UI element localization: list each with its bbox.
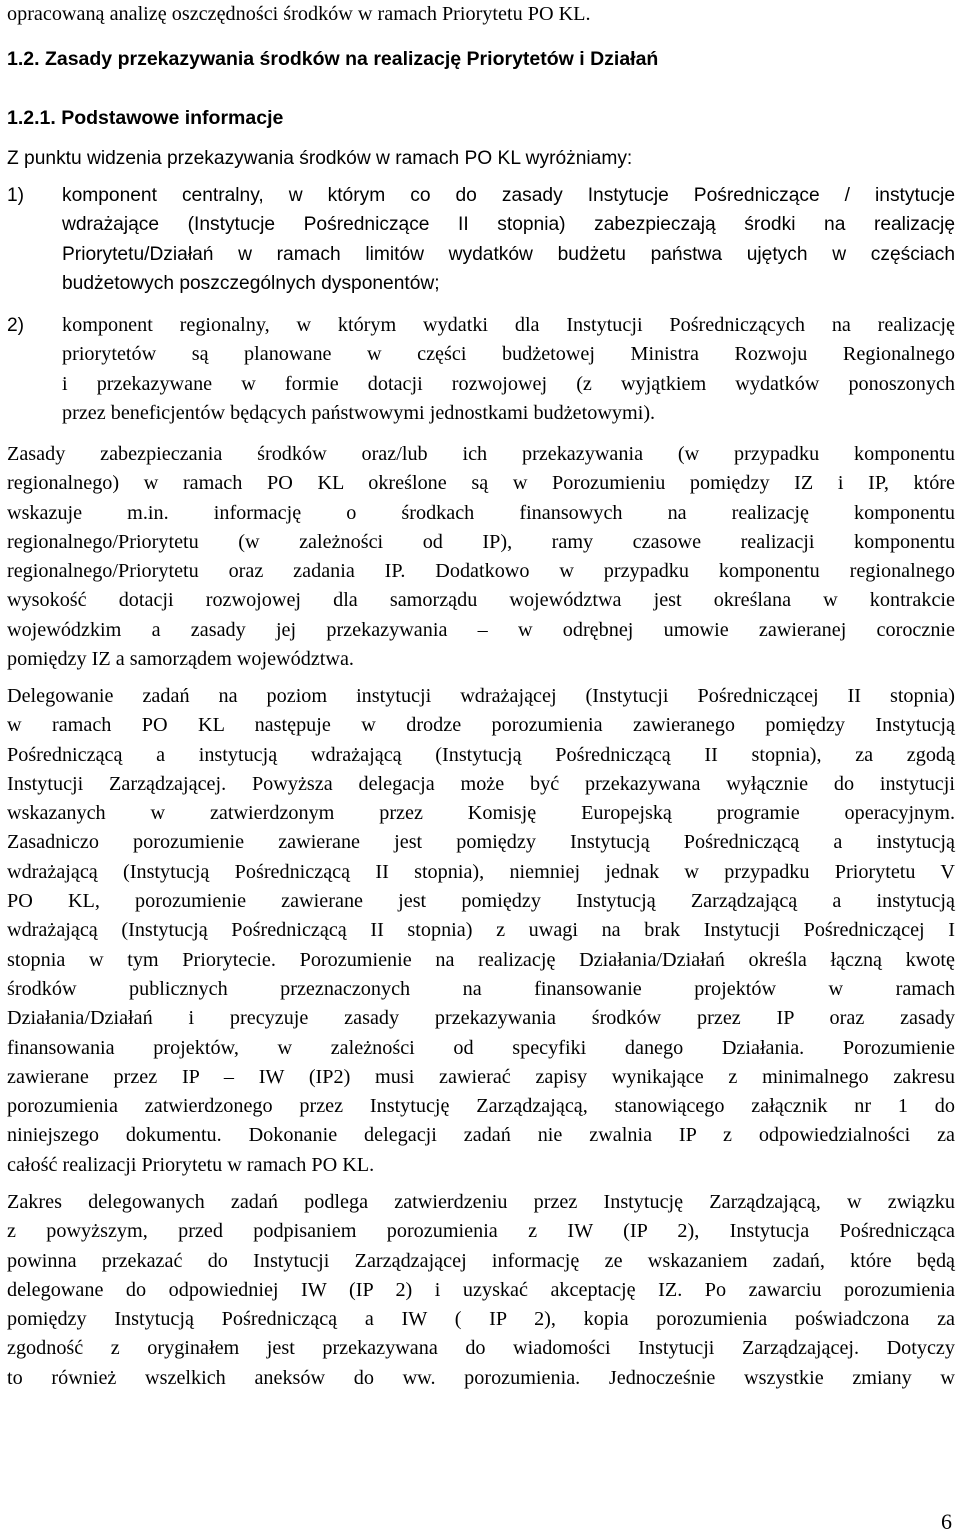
paragraph-line: zawierane przez IP – IW (IP2) musi zawierać zapisy wynikające z minimalnego zakresu: [7, 1065, 955, 1088]
paragraph-line: stopnia w tym Priorytecie. Porozumienie na realizację Działania/Działań określa łączną kwotę: [7, 948, 955, 971]
paragraph-line: Pośredniczącą a instytucją wdrażającą (Instytucją Pośredniczącą II stopnia), za zgodą: [7, 743, 955, 766]
paragraph-line: wysokość dotacji rozwojowej dla samorządu województwa jest określana w kontrakcie: [7, 589, 955, 612]
list-item-line: przez beneficjentów będących państwowymi jednostkami budżetowymi).: [62, 401, 656, 424]
paragraph-line: Instytucji Zarządzającej. Powyższa delegacja może być przekazywana wyłącznie do instytucji: [7, 772, 955, 795]
intro-line: opracowaną analizę oszczędności środków w ramach Priorytetu PO KL.: [7, 3, 591, 25]
paragraph-line: PO KL, porozumienie zawierane jest pomiędzy Instytucją Zarządzającą a instytucją: [7, 890, 955, 913]
list-item-line: Priorytetu/Działań w ramach limitów wydatków budżetu państwa ujętych w częściach: [62, 243, 955, 265]
paragraph-line: regionalnego) w ramach PO KL określone są w Porozumieniu pomiędzy IZ i IP, które: [7, 472, 955, 495]
section-heading-1-2: 1.2. Zasady przekazywania środków na realizację Priorytetów i Działań: [7, 48, 659, 70]
section-heading-1-2-1: 1.2.1. Podstawowe informacje: [7, 107, 284, 129]
paragraph-3: [7, 1188, 955, 1393]
list-item-line: i przekazywane w formie dotacji rozwojowej (z wyjątkiem wydatków ponoszonych: [62, 372, 955, 395]
paragraph-line: to również wszelkich aneksów do ww. porozumienia. Jednocześnie wszystkie zmiany w: [7, 1366, 955, 1389]
lead-sentence: Z punktu widzenia przekazywania środków w ramach PO KL wyróżniamy:: [7, 148, 633, 169]
paragraph-line: z powyższym, przed podpisaniem porozumienia z IW (IP 2), Instytucja Pośrednicząca: [7, 1220, 955, 1243]
paragraph-line: pomiędzy Instytucją Pośredniczącą a IW ( IP 2), kopia porozumienia poświadczona za: [7, 1308, 955, 1331]
paragraph-line: Delegowanie zadań na poziom instytucji wdrażającej (Instytucji Pośredniczącej II stopnia): [7, 685, 955, 707]
list-item-line: komponent regionalny, w którym wydatki dla Instytucji Pośredniczących na realizację: [62, 314, 955, 336]
paragraph-line: Zasady zabezpieczania środków oraz/lub ich przekazywania (w przypadku komponentu: [7, 443, 955, 465]
list-number: 1): [7, 185, 25, 206]
paragraph-line: całość realizacji Priorytetu w ramach PO KL.: [7, 1153, 375, 1176]
paragraph-line: zgodność z oryginałem jest przekazywana do wiadomości Instytucji Zarządzającej. Dotyczy: [7, 1337, 955, 1360]
paragraph-line: wdrażającą (Instytucją Pośredniczącą II stopnia), niemniej jednak w przypadku Priorytetu V: [7, 860, 955, 883]
paragraph-line: niniejszego dokumentu. Dokonanie delegacji zadań nie zwalnia IP z odpowiedzialności za: [7, 1124, 955, 1147]
paragraph-line: środków publicznych przeznaczonych na finansowanie projektów w ramach: [7, 977, 955, 1000]
paragraph-line: Zakres delegowanych zadań podlega zatwierdzeniu przez Instytucję Zarządzającą, w związku: [7, 1191, 955, 1213]
paragraph-line: w ramach PO KL następuje w drodze porozumienia zawieranego pomiędzy Instytucją: [7, 714, 955, 737]
paragraph-line: porozumienia zatwierdzonego przez Instytucję Zarządzającą, stanowiącego załącznik nr 1 do: [7, 1095, 955, 1118]
page-number: 6: [941, 1509, 952, 1534]
list-item-line: komponent centralny, w którym co do zasady Instytucje Pośredniczące / instytucje: [62, 185, 955, 206]
list-number: 2): [7, 315, 25, 336]
list-item-line: budżetowych poszczególnych dysponentów;: [62, 272, 440, 294]
paragraph-line: delegowane do odpowiedniej IW (IP 2) i uzyskać akceptację IZ. Po zawarciu porozumienia: [7, 1278, 955, 1301]
paragraph-line: wojewódzkim a zasady jej przekazywania – w odrębnej umowie zawieranej corocznie: [7, 618, 955, 641]
paragraph-2: [7, 682, 955, 1180]
paragraph-line: wskazuje m.in. informację o środkach finansowych na realizację komponentu: [7, 501, 955, 524]
paragraph-1: [7, 440, 955, 674]
paragraph-line: regionalnego/Priorytetu oraz zadania IP. Dodatkowo w przypadku komponentu regionalnego: [7, 560, 955, 583]
list-item-body: [62, 181, 955, 298]
list-item-2: [7, 311, 955, 428]
paragraph-line: Działania/Działań i precyzuje zasady przekazywania środków przez IP oraz zasady: [7, 1007, 955, 1030]
paragraph-line: wdrażającą (Instytucją Pośredniczącą II stopnia) z uwagi na brak Instytucji Pośredniczącej I: [7, 919, 955, 942]
list-item-1: [7, 181, 955, 298]
list-item-body: [62, 311, 955, 428]
paragraph-line: powinna przekazać do Instytucji Zarządzającej informację ze wskazaniem zadań, które będą: [7, 1249, 955, 1272]
paragraph-line: finansowania projektów, w zależności od specyfiki danego Działania. Porozumienie: [7, 1036, 955, 1059]
paragraph-line: Zasadniczo porozumienie zawierane jest pomiędzy Instytucją Pośredniczącą a instytucją: [7, 831, 955, 854]
list-item-line: wdrażające (Instytucje Pośredniczące II stopnia) zabezpieczają środki na realizację: [62, 214, 955, 236]
paragraph-line: regionalnego/Priorytetu (w zależności od IP), ramy czasowe realizacji komponentu: [7, 530, 955, 553]
paragraph-line: wskazanych w zatwierdzonym przez Komisję Europejską programie operacyjnym.: [7, 802, 955, 825]
paragraph-line: pomiędzy IZ a samorządem województwa.: [7, 648, 354, 671]
list-item-line: priorytetów są planowane w części budżetowej Ministra Rozwoju Regionalnego: [62, 343, 955, 366]
